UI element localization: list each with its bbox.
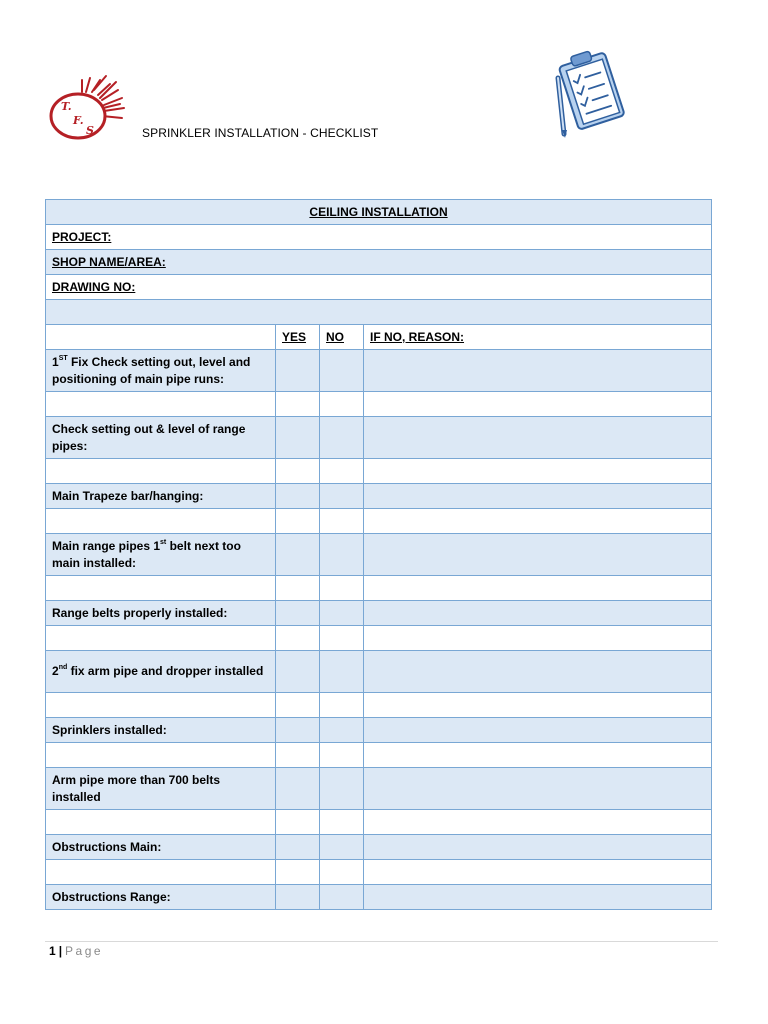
section-title: CEILING INSTALLATION xyxy=(309,204,448,219)
item-text: Obstructions Range: xyxy=(52,889,171,904)
spacer-cell xyxy=(46,459,276,484)
spacer-cell[interactable] xyxy=(364,693,712,718)
checklist-table xyxy=(45,199,712,910)
spacer-cell xyxy=(46,743,276,768)
spacer-cell[interactable] xyxy=(320,459,364,484)
spacer-cell[interactable] xyxy=(364,509,712,534)
checklist-item-label xyxy=(46,718,276,743)
reason-cell[interactable] xyxy=(364,651,712,693)
shop-row xyxy=(46,250,712,275)
spacer-cell[interactable] xyxy=(320,693,364,718)
no-cell[interactable] xyxy=(320,651,364,693)
yes-cell[interactable] xyxy=(276,534,320,576)
yes-cell[interactable] xyxy=(276,885,320,910)
checklist-item-label xyxy=(46,484,276,509)
item-text-superscript: ST xyxy=(58,354,68,362)
document-title: SPRINKLER INSTALLATION - CHECKLIST xyxy=(142,126,379,140)
yes-cell[interactable] xyxy=(276,718,320,743)
item-text: Range belts properly installed: xyxy=(52,605,228,620)
checklist-item-label xyxy=(46,651,276,693)
page-separator: | xyxy=(58,944,63,958)
checklist-item-row xyxy=(46,350,712,392)
spacer-cell[interactable] xyxy=(320,576,364,601)
svg-text:T.: T. xyxy=(61,100,72,113)
spacer-cell[interactable] xyxy=(276,576,320,601)
spacer-cell[interactable] xyxy=(320,810,364,835)
spacer-cell[interactable] xyxy=(320,743,364,768)
item-text: fix arm pipe and dropper installed xyxy=(67,664,264,678)
spacer-row xyxy=(46,509,712,534)
spacer-cell[interactable] xyxy=(276,459,320,484)
checklist-items xyxy=(46,350,712,910)
item-text-prefix: 1 xyxy=(52,354,59,369)
tfs-logo xyxy=(46,74,128,142)
item-text-superscript: st xyxy=(160,538,167,546)
reason-cell[interactable] xyxy=(364,417,712,459)
svg-text:F.: F. xyxy=(73,114,84,127)
reason-cell[interactable] xyxy=(364,601,712,626)
item-text-prefix: Main range pipes 1 xyxy=(52,538,161,553)
column-header-row xyxy=(46,325,712,350)
project-row xyxy=(46,225,712,250)
reason-cell[interactable] xyxy=(364,484,712,509)
item-text-superscript: nd xyxy=(58,664,68,671)
spacer-cell xyxy=(46,392,276,417)
page-footer xyxy=(49,944,103,958)
no-cell[interactable] xyxy=(320,417,364,459)
checklist-item-row xyxy=(46,768,712,810)
reason-column-header: IF NO, REASON: xyxy=(370,329,465,344)
checklist-item-label xyxy=(46,601,276,626)
no-cell[interactable] xyxy=(320,718,364,743)
project-label: PROJECT: xyxy=(52,229,112,244)
spacer-cell[interactable] xyxy=(320,509,364,534)
svg-text:S.: S. xyxy=(86,124,98,137)
no-column-header: NO xyxy=(326,329,344,344)
item-text: Sprinklers installed: xyxy=(52,722,167,737)
no-cell[interactable] xyxy=(320,484,364,509)
checklist-item-row xyxy=(46,601,712,626)
checklist-item-row xyxy=(46,651,712,693)
yes-column-header: YES xyxy=(282,329,307,344)
item-text: belt next too main installed: xyxy=(52,538,241,570)
checklist-item-row xyxy=(46,885,712,910)
yes-cell[interactable] xyxy=(276,768,320,810)
reason-cell[interactable] xyxy=(364,350,712,392)
reason-cell[interactable] xyxy=(364,768,712,810)
blank-row xyxy=(46,300,712,325)
spacer-cell[interactable] xyxy=(276,860,320,885)
spacer-row xyxy=(46,576,712,601)
spacer-row xyxy=(46,860,712,885)
yes-cell[interactable] xyxy=(276,350,320,392)
spacer-row xyxy=(46,810,712,835)
checklist-item-label xyxy=(46,417,276,459)
no-cell[interactable] xyxy=(320,534,364,576)
item-text: Check setting out & level of range pipes: xyxy=(52,421,246,453)
clipboard-checklist-icon xyxy=(546,44,638,140)
reason-cell[interactable] xyxy=(364,885,712,910)
spacer-cell[interactable] xyxy=(364,459,712,484)
spacer-row xyxy=(46,459,712,484)
reason-cell[interactable] xyxy=(364,534,712,576)
item-text: Obstructions Main: xyxy=(52,839,162,854)
drawing-row xyxy=(46,275,712,300)
no-cell[interactable] xyxy=(320,601,364,626)
no-cell[interactable] xyxy=(320,885,364,910)
checklist-item-label xyxy=(46,350,276,392)
drawing-no-label: DRAWING NO: xyxy=(52,279,136,294)
reason-cell[interactable] xyxy=(364,718,712,743)
yes-cell[interactable] xyxy=(276,835,320,860)
item-text: Arm pipe more than 700 belts installed xyxy=(52,772,221,804)
item-text-prefix: 2 xyxy=(52,664,59,678)
yes-cell[interactable] xyxy=(276,601,320,626)
spacer-cell[interactable] xyxy=(276,810,320,835)
yes-cell[interactable] xyxy=(276,484,320,509)
reason-cell[interactable] xyxy=(364,835,712,860)
page-label: Page xyxy=(65,944,104,958)
checklist-item-row xyxy=(46,718,712,743)
yes-cell[interactable] xyxy=(276,417,320,459)
spacer-cell[interactable] xyxy=(276,743,320,768)
spacer-row xyxy=(46,392,712,417)
checklist-item-label xyxy=(46,768,276,810)
spacer-cell xyxy=(46,693,276,718)
spacer-cell xyxy=(46,509,276,534)
spacer-cell xyxy=(46,860,276,885)
checklist-item-label xyxy=(46,835,276,860)
checklist-item-row xyxy=(46,484,712,509)
spacer-cell[interactable] xyxy=(320,626,364,651)
spacer-row xyxy=(46,626,712,651)
section-title-row xyxy=(46,200,712,225)
spacer-cell[interactable] xyxy=(364,810,712,835)
no-cell[interactable] xyxy=(320,835,364,860)
spacer-cell[interactable] xyxy=(276,509,320,534)
spacer-cell[interactable] xyxy=(320,860,364,885)
spacer-cell[interactable] xyxy=(276,626,320,651)
checklist-item-label xyxy=(46,885,276,910)
checklist-item-row xyxy=(46,417,712,459)
no-cell[interactable] xyxy=(320,350,364,392)
spacer-cell xyxy=(46,626,276,651)
spacer-cell[interactable] xyxy=(364,860,712,885)
item-text: Fix Check setting out, level and positioning of main pipe runs: xyxy=(52,354,251,386)
item-text: Main Trapeze bar/hanging: xyxy=(52,488,204,503)
spacer-cell[interactable] xyxy=(364,392,712,417)
spacer-cell[interactable] xyxy=(364,576,712,601)
spacer-row xyxy=(46,693,712,718)
shop-name-label: SHOP NAME/AREA: xyxy=(52,254,166,269)
checklist-item-row xyxy=(46,534,712,576)
spacer-cell[interactable] xyxy=(364,743,712,768)
spacer-cell[interactable] xyxy=(276,392,320,417)
checklist-item-label xyxy=(46,534,276,576)
spacer-cell xyxy=(46,810,276,835)
no-cell[interactable] xyxy=(320,768,364,810)
spacer-cell xyxy=(46,576,276,601)
spacer-row xyxy=(46,743,712,768)
page-number: 1 xyxy=(49,944,56,958)
footer-divider xyxy=(45,941,718,942)
spacer-cell[interactable] xyxy=(320,392,364,417)
checklist-item-row xyxy=(46,835,712,860)
yes-cell[interactable] xyxy=(276,651,320,693)
spacer-cell[interactable] xyxy=(364,626,712,651)
spacer-cell[interactable] xyxy=(276,693,320,718)
